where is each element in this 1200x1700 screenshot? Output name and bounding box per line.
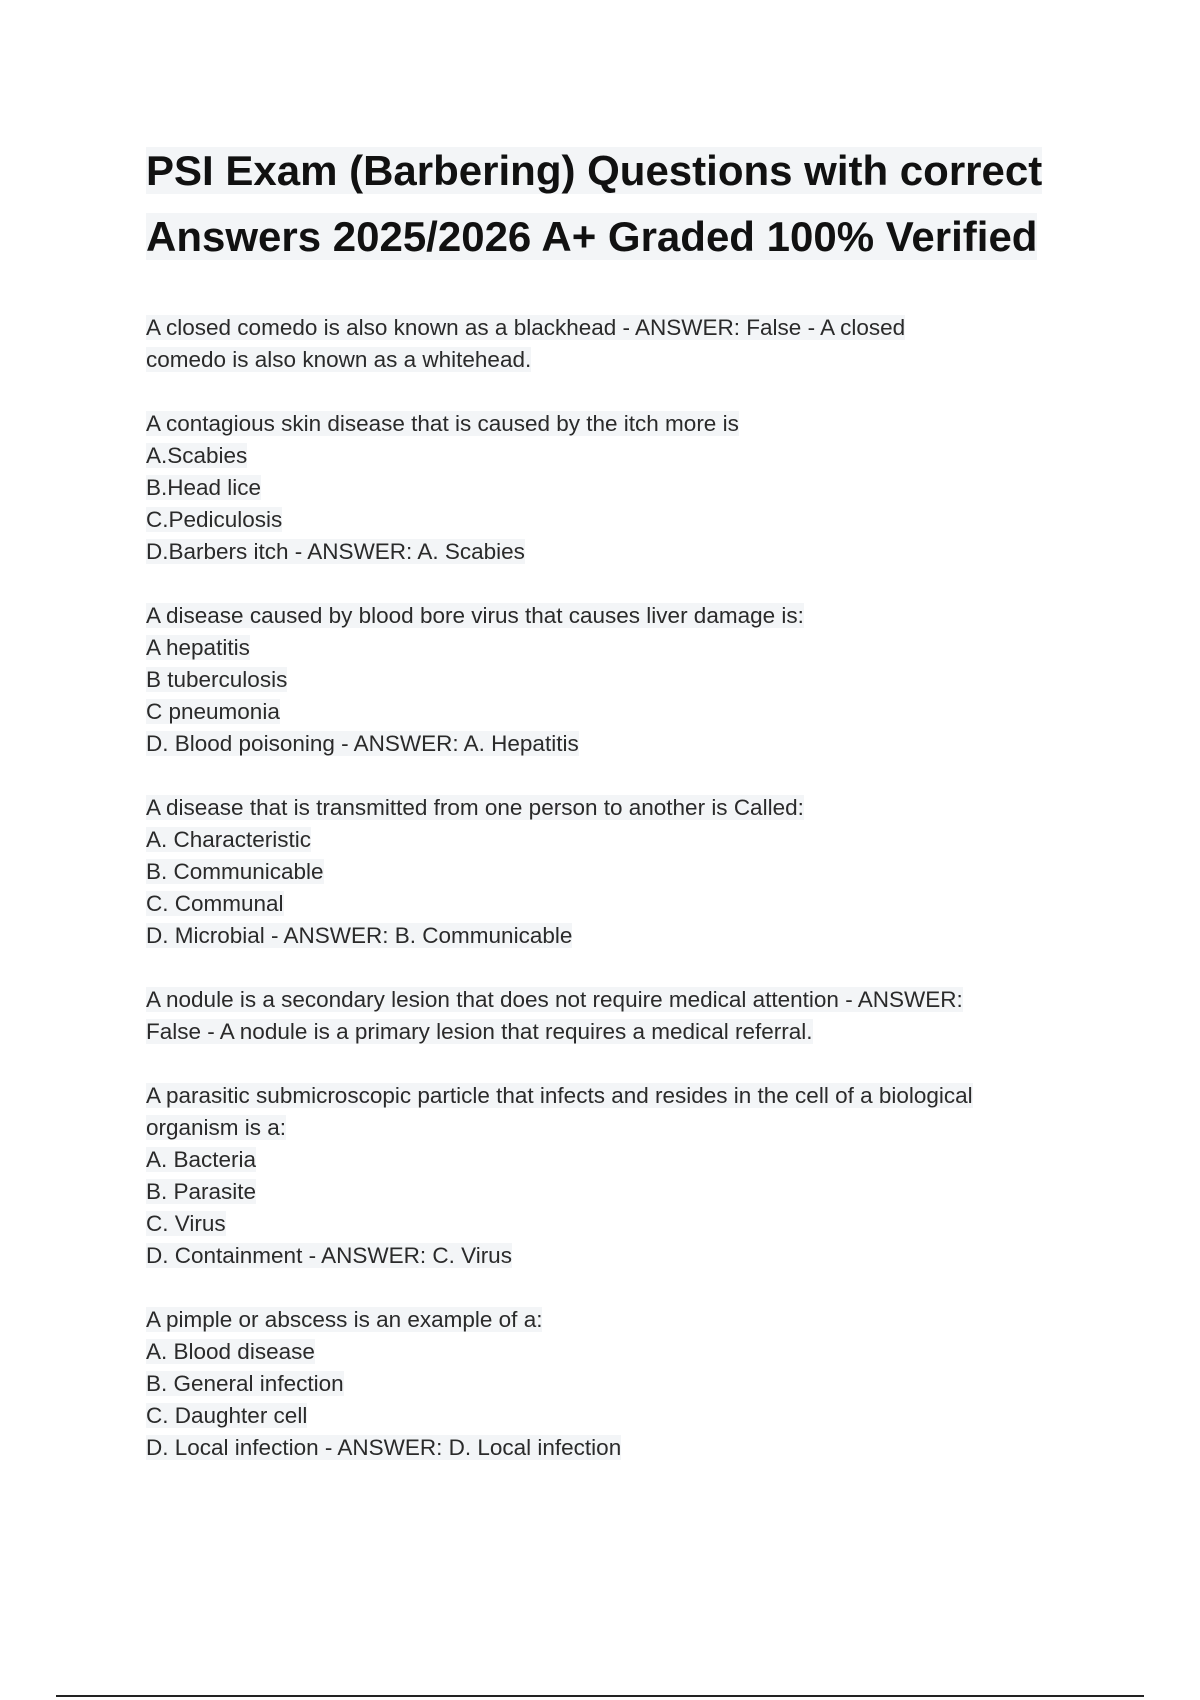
question-line-text: D. Containment - ANSWER: C. Virus bbox=[146, 1243, 512, 1268]
question-line bbox=[146, 1080, 1066, 1112]
question-line bbox=[146, 536, 1066, 568]
question-line bbox=[146, 856, 1066, 888]
question-line-text: B tuberculosis bbox=[146, 667, 288, 692]
question-line-text: A.Scabies bbox=[146, 443, 248, 468]
question-item bbox=[146, 1080, 1066, 1272]
question-line bbox=[146, 1336, 1066, 1368]
question-line-text: A. Blood disease bbox=[146, 1339, 315, 1364]
question-item bbox=[146, 984, 1066, 1048]
question-line-text: D.Barbers itch - ANSWER: A. Scabies bbox=[146, 539, 525, 564]
question-line bbox=[146, 472, 1066, 504]
document-title: PSI Exam (Barbering) Questions with correct Answers 2025/2026 A+ Graded 100% Verified bbox=[146, 147, 1043, 260]
question-line bbox=[146, 344, 1066, 376]
question-line bbox=[146, 1304, 1066, 1336]
question-line bbox=[146, 984, 1066, 1016]
question-line bbox=[146, 632, 1066, 664]
footer-divider bbox=[56, 1695, 1144, 1697]
question-line-text: A nodule is a secondary lesion that does not require medical attention - ANSWER: bbox=[146, 987, 963, 1012]
question-line-text: D. Local infection - ANSWER: D. Local infection bbox=[146, 1435, 622, 1460]
question-line-text: A disease that is transmitted from one person to another is Called: bbox=[146, 795, 804, 820]
question-line bbox=[146, 1144, 1066, 1176]
question-line bbox=[146, 312, 1066, 344]
question-line bbox=[146, 504, 1066, 536]
question-line bbox=[146, 440, 1066, 472]
question-line-text: D. Blood poisoning - ANSWER: A. Hepatitis bbox=[146, 731, 579, 756]
question-line-text: B. General infection bbox=[146, 1371, 344, 1396]
question-line-text: C. Virus bbox=[146, 1211, 226, 1236]
question-line bbox=[146, 1432, 1066, 1464]
question-line-text: B. Parasite bbox=[146, 1179, 257, 1204]
question-line bbox=[146, 888, 1066, 920]
question-line-text: C. Daughter cell bbox=[146, 1403, 308, 1428]
question-item bbox=[146, 312, 1066, 376]
question-line bbox=[146, 792, 1066, 824]
question-line bbox=[146, 1400, 1066, 1432]
question-line bbox=[146, 600, 1066, 632]
question-line bbox=[146, 696, 1066, 728]
question-line bbox=[146, 728, 1066, 760]
question-line bbox=[146, 1208, 1066, 1240]
question-line bbox=[146, 1112, 1066, 1144]
question-line-text: A contagious skin disease that is caused by the itch more is bbox=[146, 411, 739, 436]
question-line bbox=[146, 1368, 1066, 1400]
question-line bbox=[146, 1240, 1066, 1272]
question-line-text: A disease caused by blood bore virus that causes liver damage is: bbox=[146, 603, 804, 628]
question-line-text: A pimple or abscess is an example of a: bbox=[146, 1307, 543, 1332]
question-line bbox=[146, 1176, 1066, 1208]
question-item bbox=[146, 792, 1066, 952]
question-line-text: comedo is also known as a whitehead. bbox=[146, 347, 532, 372]
question-line-text: A closed comedo is also known as a blackhead - ANSWER: False - A closed bbox=[146, 315, 906, 340]
question-line bbox=[146, 408, 1066, 440]
question-item bbox=[146, 600, 1066, 760]
document-page bbox=[146, 138, 1066, 1496]
question-line-text: C pneumonia bbox=[146, 699, 280, 724]
question-line-text: C. Communal bbox=[146, 891, 284, 916]
question-line-text: B.Head lice bbox=[146, 475, 262, 500]
question-line bbox=[146, 664, 1066, 696]
question-line bbox=[146, 920, 1066, 952]
question-line-text: D. Microbial - ANSWER: B. Communicable bbox=[146, 923, 573, 948]
question-line-text: A hepatitis bbox=[146, 635, 250, 660]
question-line-text: B. Communicable bbox=[146, 859, 324, 884]
question-line-text: C.Pediculosis bbox=[146, 507, 283, 532]
question-line bbox=[146, 1016, 1066, 1048]
question-item bbox=[146, 1304, 1066, 1464]
question-item bbox=[146, 408, 1066, 568]
question-line-text: organism is a: bbox=[146, 1115, 287, 1140]
question-line-text: A parasitic submicroscopic particle that infects and resides in the cell of a biological bbox=[146, 1083, 973, 1108]
question-list bbox=[146, 312, 1066, 1464]
question-line-text: A. Characteristic bbox=[146, 827, 312, 852]
question-line bbox=[146, 824, 1066, 856]
question-line-text: False - A nodule is a primary lesion that requires a medical referral. bbox=[146, 1019, 813, 1044]
question-line-text: A. Bacteria bbox=[146, 1147, 257, 1172]
